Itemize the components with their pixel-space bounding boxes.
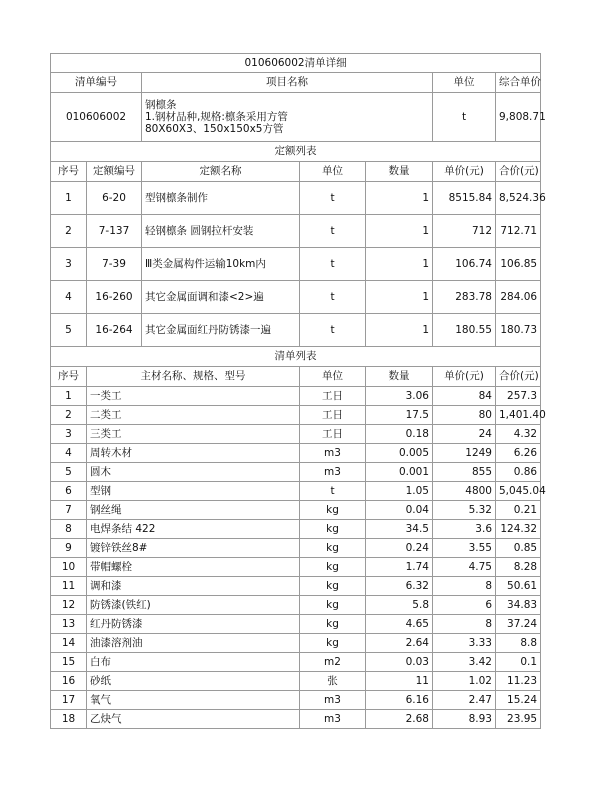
material-unit-price: 8 [433, 577, 496, 596]
material-index: 2 [51, 406, 87, 425]
material-row [51, 710, 541, 729]
material-name: 油漆溶剂油 [87, 634, 300, 653]
material-name: 调和漆 [87, 577, 300, 596]
material-row [51, 615, 541, 634]
material-index: 15 [51, 653, 87, 672]
header-unit: 单位 [433, 73, 496, 93]
quota-code: 6-20 [87, 182, 142, 215]
material-qty: 0.005 [366, 444, 433, 463]
material-qty: 2.68 [366, 710, 433, 729]
material-row [51, 653, 541, 672]
material-row [51, 634, 541, 653]
material-total: 257.3 [496, 387, 541, 406]
material-index: 11 [51, 577, 87, 596]
quota-unit-price: 106.74 [433, 248, 496, 281]
material-qty: 34.5 [366, 520, 433, 539]
quota-index: 4 [51, 281, 87, 314]
material-unit: m3 [300, 463, 366, 482]
material-unit-price: 4.75 [433, 558, 496, 577]
material-row [51, 387, 541, 406]
material-header-index: 序号 [51, 367, 87, 387]
quota-header-index: 序号 [51, 162, 87, 182]
material-name: 型钢 [87, 482, 300, 501]
quota-index: 5 [51, 314, 87, 347]
material-unit: kg [300, 577, 366, 596]
material-unit: kg [300, 501, 366, 520]
material-index: 18 [51, 710, 87, 729]
quota-header-code: 定额编号 [87, 162, 142, 182]
material-total: 4.32 [496, 425, 541, 444]
material-unit: 工日 [300, 387, 366, 406]
material-unit-price: 6 [433, 596, 496, 615]
material-unit-price: 5.32 [433, 501, 496, 520]
quota-name: 型钢檩条制作 [142, 182, 300, 215]
quota-total: 180.73 [496, 314, 541, 347]
quota-qty: 1 [366, 314, 433, 347]
material-index: 9 [51, 539, 87, 558]
quota-header-qty: 数量 [366, 162, 433, 182]
material-total: 5,045.04 [496, 482, 541, 501]
quota-qty: 1 [366, 248, 433, 281]
material-row [51, 672, 541, 691]
material-name: 红丹防锈漆 [87, 615, 300, 634]
material-row [51, 444, 541, 463]
quota-unit-price: 8515.84 [433, 182, 496, 215]
material-qty: 3.06 [366, 387, 433, 406]
material-name: 周转木材 [87, 444, 300, 463]
material-name: 带帽螺栓 [87, 558, 300, 577]
material-total: 15.24 [496, 691, 541, 710]
material-qty: 0.001 [366, 463, 433, 482]
material-qty: 6.32 [366, 577, 433, 596]
material-index: 5 [51, 463, 87, 482]
material-row [51, 520, 541, 539]
material-qty: 11 [366, 672, 433, 691]
material-qty: 0.18 [366, 425, 433, 444]
material-qty: 6.16 [366, 691, 433, 710]
material-index: 13 [51, 615, 87, 634]
material-name: 圆木 [87, 463, 300, 482]
material-unit-price: 8 [433, 615, 496, 634]
quota-row [51, 215, 541, 248]
material-qty: 0.04 [366, 501, 433, 520]
material-header-row [51, 367, 541, 387]
material-row [51, 463, 541, 482]
quota-header-row [51, 162, 541, 182]
page-title: 010606002清单详细 [51, 54, 541, 73]
material-total: 0.86 [496, 463, 541, 482]
material-qty: 0.24 [366, 539, 433, 558]
material-qty: 5.8 [366, 596, 433, 615]
material-name: 砂纸 [87, 672, 300, 691]
quota-code: 7-137 [87, 215, 142, 248]
quota-header-unit: 单位 [300, 162, 366, 182]
material-unit: 工日 [300, 425, 366, 444]
material-row [51, 577, 541, 596]
material-total: 1,401.40 [496, 406, 541, 425]
quota-unit: t [300, 314, 366, 347]
material-unit: m2 [300, 653, 366, 672]
quota-section-row [51, 142, 541, 162]
main-header-row [51, 73, 541, 93]
material-index: 17 [51, 691, 87, 710]
material-unit-price: 8.93 [433, 710, 496, 729]
material-unit: t [300, 482, 366, 501]
quota-total: 8,524.36 [496, 182, 541, 215]
quota-unit-price: 180.55 [433, 314, 496, 347]
quota-unit-price: 283.78 [433, 281, 496, 314]
quota-header-unit-price: 单价(元) [433, 162, 496, 182]
material-total: 8.8 [496, 634, 541, 653]
material-unit-price: 80 [433, 406, 496, 425]
item-description [142, 93, 433, 142]
material-total: 8.28 [496, 558, 541, 577]
material-header-unit-price: 单价(元) [433, 367, 496, 387]
material-header-name: 主材名称、规格、型号 [87, 367, 300, 387]
material-name: 二类工 [87, 406, 300, 425]
quota-name: Ⅲ类金属构件运输10km内 [142, 248, 300, 281]
item-unit: t [433, 93, 496, 142]
material-index: 16 [51, 672, 87, 691]
material-unit-price: 1249 [433, 444, 496, 463]
header-price: 综合单价 [496, 73, 541, 93]
quota-index: 2 [51, 215, 87, 248]
material-unit-price: 3.55 [433, 539, 496, 558]
header-name: 项目名称 [142, 73, 433, 93]
quota-row [51, 281, 541, 314]
material-unit: m3 [300, 444, 366, 463]
item-name-line3: 80X60X3、150x150x5方管 [145, 123, 284, 135]
material-total: 0.1 [496, 653, 541, 672]
material-total: 11.23 [496, 672, 541, 691]
material-unit-price: 3.6 [433, 520, 496, 539]
material-unit: m3 [300, 691, 366, 710]
quota-unit: t [300, 281, 366, 314]
quota-code: 16-264 [87, 314, 142, 347]
quota-code: 16-260 [87, 281, 142, 314]
material-row [51, 406, 541, 425]
material-total: 0.85 [496, 539, 541, 558]
quota-qty: 1 [366, 281, 433, 314]
material-unit: 张 [300, 672, 366, 691]
quota-code: 7-39 [87, 248, 142, 281]
quota-unit: t [300, 215, 366, 248]
quota-row [51, 182, 541, 215]
material-qty: 1.05 [366, 482, 433, 501]
material-index: 6 [51, 482, 87, 501]
quota-header-total: 合价(元) [496, 162, 541, 182]
material-unit: kg [300, 634, 366, 653]
quota-name: 轻钢檩条 圆钢拉杆安装 [142, 215, 300, 248]
material-row [51, 596, 541, 615]
material-qty: 4.65 [366, 615, 433, 634]
material-unit-price: 2.47 [433, 691, 496, 710]
material-qty: 2.64 [366, 634, 433, 653]
quota-qty: 1 [366, 215, 433, 248]
material-unit-price: 4800 [433, 482, 496, 501]
quota-unit-price: 712 [433, 215, 496, 248]
material-total: 6.26 [496, 444, 541, 463]
quota-qty: 1 [366, 182, 433, 215]
material-row [51, 425, 541, 444]
material-unit: m3 [300, 710, 366, 729]
table-body [51, 54, 546, 729]
item-name-line1: 钢檩条 [145, 99, 177, 111]
material-total: 50.61 [496, 577, 541, 596]
title-row [51, 54, 541, 73]
material-unit-price: 3.33 [433, 634, 496, 653]
quota-unit: t [300, 182, 366, 215]
material-qty: 17.5 [366, 406, 433, 425]
material-row [51, 501, 541, 520]
material-index: 10 [51, 558, 87, 577]
material-section-title: 清单列表 [51, 347, 541, 367]
material-name: 白布 [87, 653, 300, 672]
quota-total: 106.85 [496, 248, 541, 281]
main-item-row [51, 93, 541, 142]
material-index: 12 [51, 596, 87, 615]
item-name-line2: 1.钢材品种,规格:檩条采用方管 [145, 111, 288, 123]
quota-name: 其它金属面调和漆<2>遍 [142, 281, 300, 314]
material-name: 乙炔气 [87, 710, 300, 729]
item-price: 9,808.71 [496, 93, 541, 142]
material-header-unit: 单位 [300, 367, 366, 387]
quota-index: 1 [51, 182, 87, 215]
material-unit: kg [300, 596, 366, 615]
bill-detail-table [50, 53, 546, 729]
material-name: 氧气 [87, 691, 300, 710]
quota-section-title: 定额列表 [51, 142, 541, 162]
material-index: 14 [51, 634, 87, 653]
material-name: 防锈漆(铁红) [87, 596, 300, 615]
material-row [51, 482, 541, 501]
material-unit: kg [300, 520, 366, 539]
material-row [51, 539, 541, 558]
material-row [51, 558, 541, 577]
material-name: 镀锌铁丝8# [87, 539, 300, 558]
material-unit-price: 3.42 [433, 653, 496, 672]
header-code: 清单编号 [51, 73, 142, 93]
material-index: 3 [51, 425, 87, 444]
material-total: 124.32 [496, 520, 541, 539]
quota-row [51, 248, 541, 281]
material-name: 钢丝绳 [87, 501, 300, 520]
material-index: 4 [51, 444, 87, 463]
quota-name: 其它金属面红丹防锈漆一遍 [142, 314, 300, 347]
material-total: 23.95 [496, 710, 541, 729]
material-qty: 0.03 [366, 653, 433, 672]
material-name: 一类工 [87, 387, 300, 406]
material-unit-price: 855 [433, 463, 496, 482]
material-index: 8 [51, 520, 87, 539]
quota-total: 712.71 [496, 215, 541, 248]
quota-header-name: 定额名称 [142, 162, 300, 182]
quota-unit: t [300, 248, 366, 281]
material-unit: 工日 [300, 406, 366, 425]
material-unit-price: 24 [433, 425, 496, 444]
material-unit: kg [300, 615, 366, 634]
material-unit-price: 1.02 [433, 672, 496, 691]
material-unit-price: 84 [433, 387, 496, 406]
material-index: 1 [51, 387, 87, 406]
material-total: 0.21 [496, 501, 541, 520]
material-unit: kg [300, 539, 366, 558]
material-row [51, 691, 541, 710]
material-total: 37.24 [496, 615, 541, 634]
item-code: 010606002 [51, 93, 142, 142]
material-index: 7 [51, 501, 87, 520]
material-name: 三类工 [87, 425, 300, 444]
quota-row [51, 314, 541, 347]
material-total: 34.83 [496, 596, 541, 615]
quota-total: 284.06 [496, 281, 541, 314]
material-qty: 1.74 [366, 558, 433, 577]
material-unit: kg [300, 558, 366, 577]
material-section-row [51, 347, 541, 367]
material-name: 电焊条结 422 [87, 520, 300, 539]
material-header-qty: 数量 [366, 367, 433, 387]
material-header-total: 合价(元) [496, 367, 541, 387]
quota-index: 3 [51, 248, 87, 281]
